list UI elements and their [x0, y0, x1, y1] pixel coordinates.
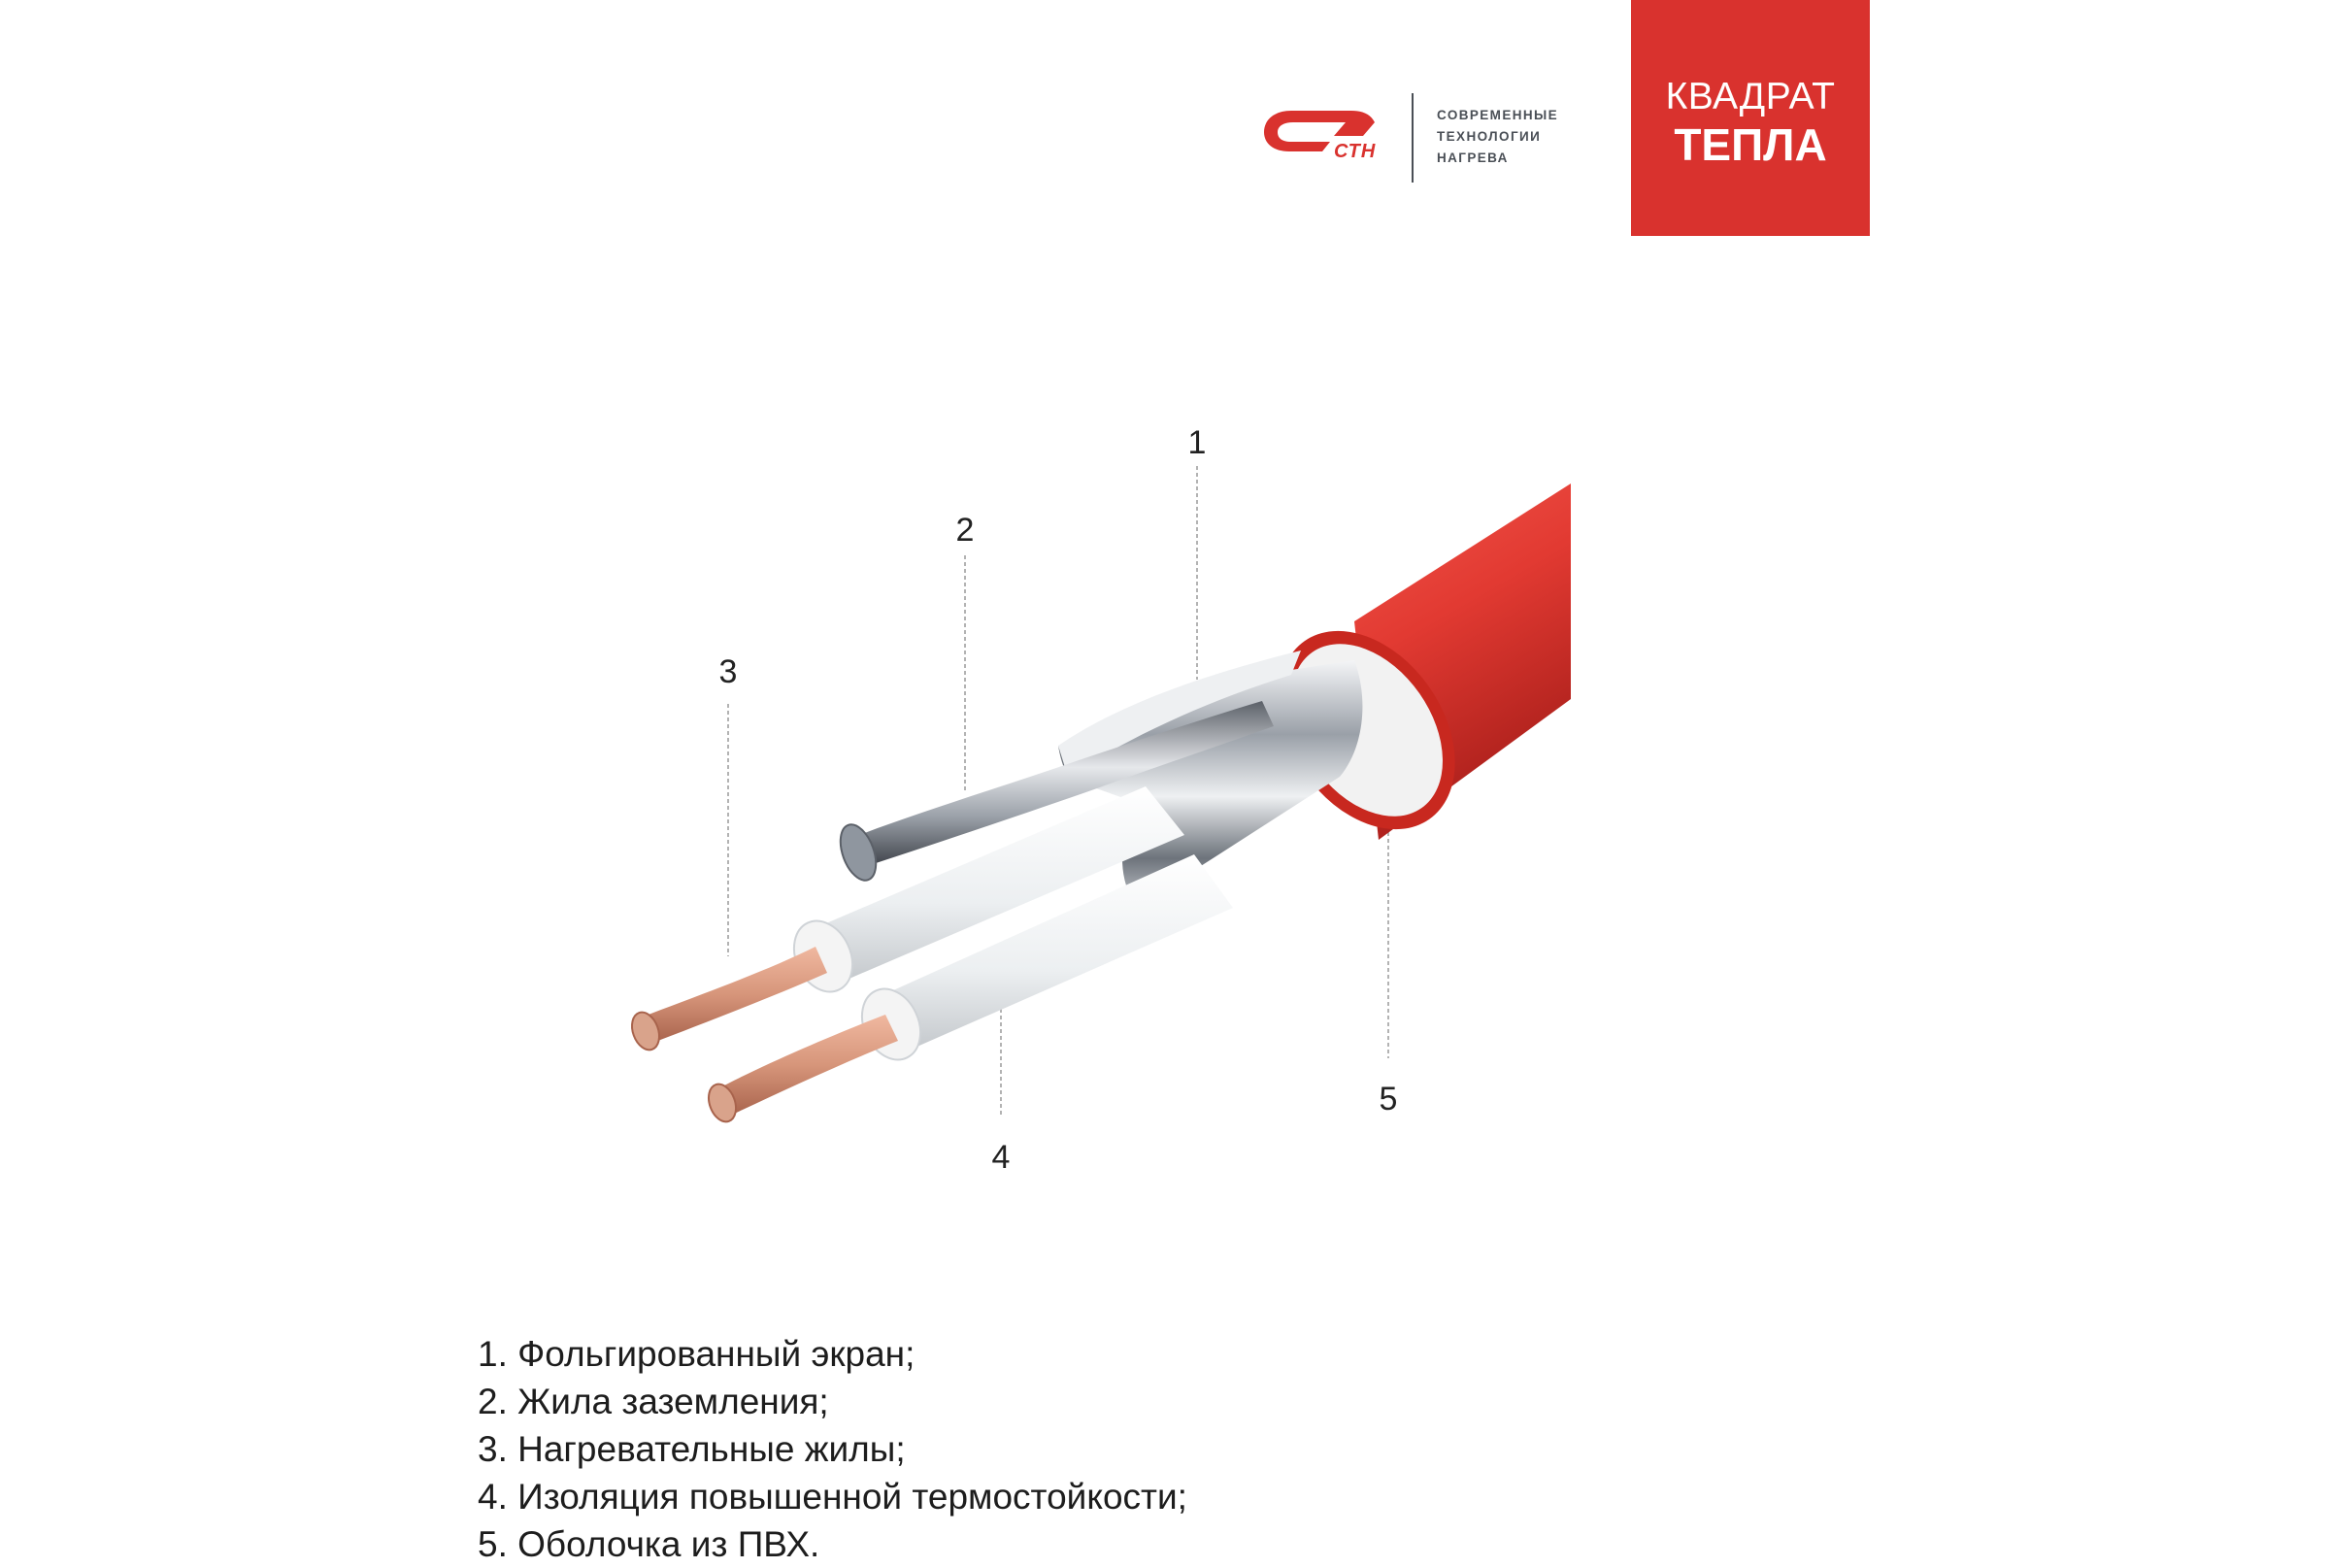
- callout-1: 1: [1187, 424, 1207, 461]
- cth-tagline-line: СОВРЕМЕННЫЕ: [1437, 108, 1559, 122]
- brand-line2: ТЕПЛА: [1674, 118, 1827, 170]
- legend: [478, 1330, 1187, 1568]
- callout-2: 2: [955, 512, 975, 549]
- legend-item: 1. Фольгированный экран;: [478, 1334, 915, 1374]
- legend-item: 3. Нагревательные жилы;: [478, 1429, 906, 1469]
- legend-item: 5. Оболочка из ПВХ.: [478, 1524, 820, 1564]
- legend-item: 4. Изоляция повышенной термостойкости;: [478, 1477, 1187, 1517]
- callout-3: 3: [718, 653, 738, 690]
- legend-item: 2. Жила заземления;: [478, 1382, 829, 1421]
- cth-tagline-line: ТЕХНОЛОГИИ: [1437, 129, 1542, 144]
- cth-abbr: СТН: [1334, 141, 1377, 162]
- cth-tagline-line: НАГРЕВА: [1437, 150, 1509, 165]
- brand-line1: КВАДРАТ: [1665, 75, 1836, 117]
- callout-4: 4: [991, 1139, 1011, 1176]
- callout-5: 5: [1379, 1081, 1398, 1118]
